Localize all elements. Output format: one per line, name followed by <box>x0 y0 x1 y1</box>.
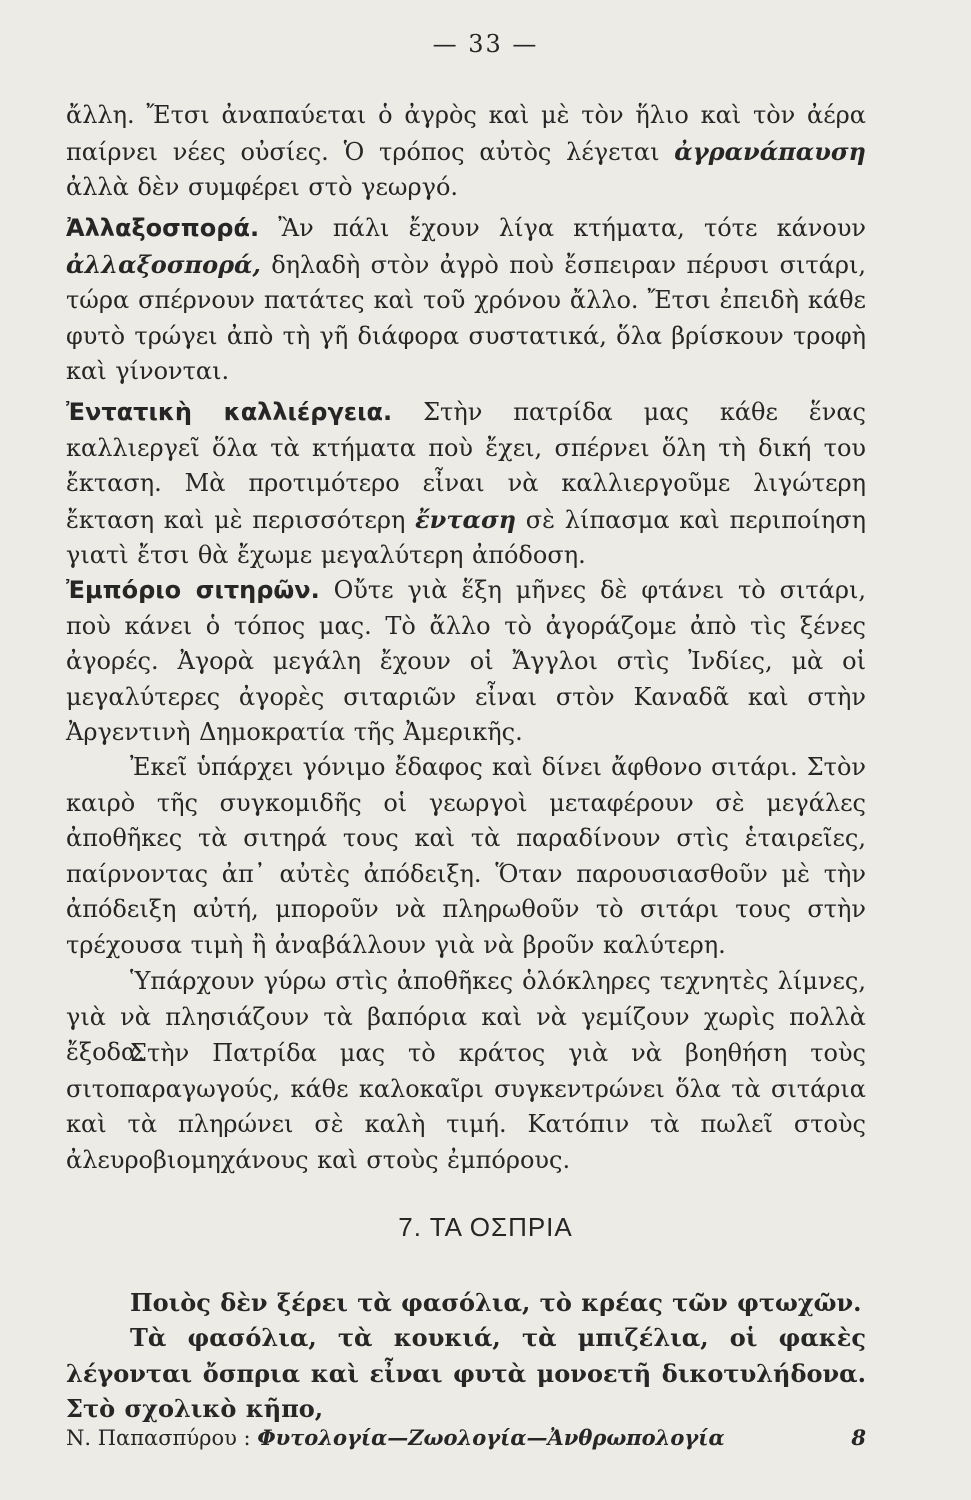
paragraph-legumes: Τὰ φασόλια, τὰ κουκιά, τὰ μπιζέλια, οἱ φακὲς λέγονται ὄσπρια καὶ εἶναι φυτὰ μονοετῆ δικοτυλήδονα. Στὸ σχολικὸ κῆπο, <box>66 1323 866 1423</box>
subheading-grain-trade: Ἐμπόριο σιτηρῶν. <box>66 576 320 604</box>
term-fallow: ἀγρανάπαυση <box>674 136 866 166</box>
page-footer <box>66 1425 866 1450</box>
paragraph-text: σὲ λίπασμα καὶ περιποίηση γιατὶ ἔτσι θὰ ἔχωμε μεγαλύτερη ἀπόδοση. <box>66 505 867 569</box>
subheading-crop-rotation: Ἀλλαξοσπορά. <box>66 214 260 242</box>
paragraph-warehouses: Ἐκεῖ ὑπάρχει γόνιμο ἔδαφος καὶ δίνει ἄφθονο σιτάρι. Στὸν καιρὸ τῆς συγκομιδῆς οἱ γεωργοὶ μεταφέρουν σὲ μεγάλες ἀποθῆκες τὰ σιτηρά τους καὶ τὰ παραδίνουν στὶς ἑταιρεῖες, παίρνοντας ἀπ᾽ αὐτὲς ἀπόδειξη. Ὅταν παρουσιασθοῦν μὲ τὴν ἀπόδειξη αὐτή, μποροῦν νὰ πληρωθοῦν τὸ σιτάρι τους στὴν τρέχουσα τιμὴ ἢ ἀναβάλλουν γιὰ νὰ βροῦν καλύτερη. <box>66 753 866 959</box>
paragraph-text: δηλαδὴ στὸν ἀγρὸ ποὺ ἔσπειραν πέρυσι σιτάρι, τώρα σπέρνουν πατάτες καὶ τοῦ χρόνου ἄλλο. Ἔτσι ἐπειδὴ κάθε φυτὸ τρώγει ἀπὸ τὴ γῆ διάφορα συστατικά, ὅλα βρίσκουν τροφὴ καὶ γίνονται. <box>66 250 866 385</box>
paragraph-artificial-lakes: Ὑπάρχουν γύρω στὶς ἀποθῆκες ὁλόκληρες τεχνητὲς λίμνες, γιὰ νὰ πλησιάζουν τὰ βαπόρια καὶ νὰ γεμίζουν χωρὶς πολλὰ ἔξοδα. <box>66 967 866 1066</box>
footer-book-title: Φυτολογία—Ζωολογία—Ἀνθρωπολογία <box>257 1425 725 1450</box>
section-heading: 7. ΤΑ ΟΣΠΡΙΑ <box>398 1212 573 1242</box>
paragraph-text: Ἂν πάλι ἔχουν λίγα κτήματα, τότε κάνουν <box>259 214 866 242</box>
paragraph-beans-intro: Ποιὸς δὲν ξέρει τὰ φασόλια, τὸ κρέας τῶν φτωχῶν. <box>130 1288 862 1317</box>
paragraph-text: ἄλλη. Ἔτσι ἀναπαύεται ὁ ἀγρὸς καὶ μὲ τὸν ἥλιο καὶ τὸν ἀέρα παίρνει νέες οὐσίες. Ὁ τρόπος αὐτὸς λέγεται <box>66 101 866 166</box>
paragraph-grain-trade <box>66 573 866 751</box>
footer-sheet-number: 8 <box>851 1425 866 1450</box>
paragraph-crop-rotation <box>66 211 866 390</box>
term-intensity: ἔνταση <box>415 504 517 534</box>
paragraph-intensive-farming <box>66 395 866 574</box>
page-number: — 33 — <box>432 30 539 58</box>
footer-author: Ν. Παπασπύρου : <box>66 1426 251 1450</box>
paragraph-text: Οὔτε γιὰ ἕξη μῆνες δὲ φτάνει τὸ σιτάρι, ποὺ κάνει ὁ τόπος μας. Τὸ ἄλλο τὸ ἀγοράζομε ἀπὸ τὶς ξένες ἀγορές. Ἀγορὰ μεγάλη ἔχουν οἱ Ἄγγλοι στὶς Ἰνδίες, μὰ οἱ μεγαλύτερες ἀγορὲς σιταριῶν εἶναι στὸν Καναδᾶ καὶ στὴν Ἀργεντινὴ Δημοκρατία τῆς Ἀμερικῆς. <box>66 576 867 746</box>
subheading-intensive-farming: Ἐντατικὴ καλλιέργεια. <box>66 398 393 426</box>
term-crop-rotation: ἀλλαξοσπορά, <box>66 249 261 279</box>
footer-author-title <box>66 1425 725 1450</box>
paragraph-text: ἀλλὰ δὲν συμφέρει στὸ γεωργό. <box>66 173 459 201</box>
paragraph-text: Στὴν πατρίδα μας κάθε ἕνας καλλιεργεῖ ὅλα τὰ κτήματα ποὺ ἔχει, σπέρνει ὅλη τὴ δική του ἔκταση. Μὰ προτιμότερο εἶναι νὰ καλλιεργοῦμε λιγώτερη ἔκταση καὶ μὲ περισσότερη <box>66 398 866 534</box>
paragraph-fallow <box>66 98 866 206</box>
paragraph-state-purchase: Στὴν Πατρίδα μας τὸ κράτος γιὰ νὰ βοηθήση τοὺς σιτοπαραγωγούς, κάθε καλοκαῖρι συγκεντρώνει ὅλα τὰ σιτάρια καὶ τὰ πληρώνει σὲ καλὴ τιμή. Κατόπιν τὰ πωλεῖ στοὺς ἀλευροβιομηχάνους καὶ στοὺς ἐμπόρους. <box>66 1039 866 1174</box>
